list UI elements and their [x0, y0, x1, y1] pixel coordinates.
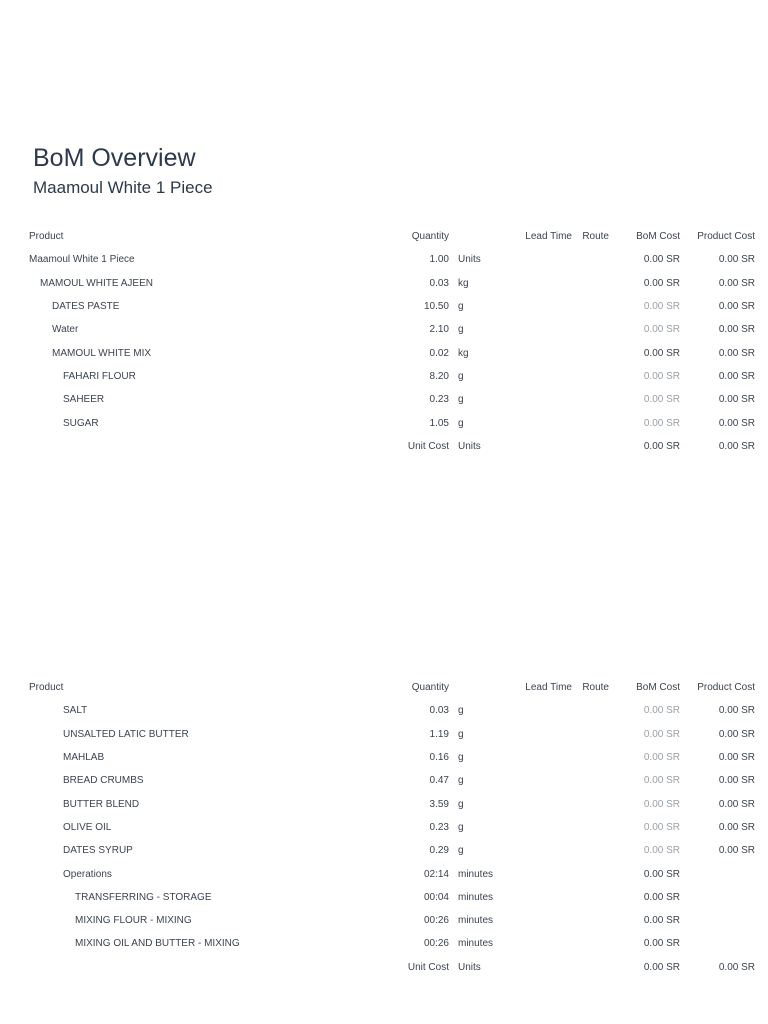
- table-row: [26, 792, 755, 815]
- product-cost-value: 0.00 SR: [718, 752, 755, 764]
- route-value: [572, 956, 609, 979]
- product-cost-value: 0.00 SR: [718, 798, 755, 810]
- quantity-value: 0.02: [429, 347, 449, 359]
- quantity-value: 0.16: [429, 752, 449, 764]
- lead-time-value: [508, 341, 572, 364]
- table-row: [26, 341, 755, 364]
- lead-time-value: [508, 699, 572, 722]
- bom-cost-value: 0.00 SR: [643, 277, 680, 289]
- product-cost-value: 0.00 SR: [718, 254, 755, 266]
- unit-of-measure: minutes: [458, 868, 494, 880]
- bom-cost-value: 0.00 SR: [643, 798, 680, 810]
- product-name: SALT: [63, 705, 88, 717]
- lead-time-value: [508, 956, 572, 979]
- table-row: [26, 932, 755, 955]
- route-value: [572, 839, 609, 862]
- table-row: [26, 365, 755, 388]
- product-cost-value: [680, 886, 755, 909]
- product-cost-value: 0.00 SR: [718, 775, 755, 787]
- route-value: [572, 388, 609, 411]
- route-value: [572, 295, 609, 318]
- product-name: BUTTER BLEND: [63, 798, 140, 810]
- column-header-bom-cost: BoM Cost: [636, 682, 680, 694]
- unit-of-measure: g: [458, 417, 464, 429]
- bom-cost-value: 0.00 SR: [643, 845, 680, 857]
- lead-time-value: [508, 816, 572, 839]
- route-value: [572, 769, 609, 792]
- route-value: [572, 365, 609, 388]
- page-title: BoM Overview: [33, 144, 196, 172]
- lead-time-value: [508, 388, 572, 411]
- unit-of-measure: g: [458, 798, 464, 810]
- bom-cost-value: 0.00 SR: [643, 394, 680, 406]
- product-name: Maamoul White 1 Piece: [29, 254, 135, 266]
- route-value: [572, 816, 609, 839]
- lead-time-value: [508, 886, 572, 909]
- route-value: [572, 792, 609, 815]
- lead-time-value: [508, 723, 572, 746]
- quantity-value: 3.59: [429, 798, 449, 810]
- bom-cost-total: 0.00 SR: [643, 961, 680, 973]
- lead-time-value: [508, 932, 572, 955]
- unit-of-measure: g: [458, 705, 464, 717]
- lead-time-value: [508, 248, 572, 271]
- product-cost-value: 0.00 SR: [718, 277, 755, 289]
- product-name: MAMOUL WHITE MIX: [52, 347, 152, 359]
- bom-cost-value: 0.00 SR: [643, 891, 680, 903]
- product-cost-value: 0.00 SR: [718, 301, 755, 313]
- quantity-value: 0.29: [429, 845, 449, 857]
- column-header-product-cost: Product Cost: [697, 231, 755, 243]
- lead-time-value: [508, 365, 572, 388]
- quantity-value: 00:26: [423, 938, 449, 950]
- unit-of-measure: g: [458, 845, 464, 857]
- route-value: [572, 746, 609, 769]
- route-value: [572, 862, 609, 885]
- quantity-value: 8.20: [429, 370, 449, 382]
- product-cost-value: [680, 932, 755, 955]
- product-name: DATES PASTE: [52, 301, 120, 313]
- bom-cost-value: 0.00 SR: [643, 728, 680, 740]
- quantity-value: 00:04: [423, 891, 449, 903]
- route-value: [572, 318, 609, 341]
- bom-cost-value: 0.00 SR: [643, 821, 680, 833]
- lead-time-value: [508, 435, 572, 458]
- unit-of-measure: g: [458, 728, 464, 740]
- table-row: [26, 862, 755, 885]
- unit-of-measure: kg: [458, 277, 469, 289]
- route-value: [572, 932, 609, 955]
- bom-cost-value: 0.00 SR: [643, 752, 680, 764]
- unit-cost-label: Unit Cost: [407, 961, 449, 973]
- quantity-value: 0.03: [429, 277, 449, 289]
- product-name: DATES SYRUP: [63, 845, 133, 857]
- bom-cost-total: 0.00 SR: [643, 440, 680, 452]
- bom-cost-value: 0.00 SR: [643, 868, 680, 880]
- page-subtitle: Maamoul White 1 Piece: [33, 178, 213, 197]
- unit-of-measure: g: [458, 370, 464, 382]
- table-header-row: [26, 676, 755, 699]
- unit-of-measure: g: [458, 324, 464, 336]
- route-value: [572, 435, 609, 458]
- unit-of-measure: minutes: [458, 938, 494, 950]
- route-value: [572, 699, 609, 722]
- table-row: [26, 318, 755, 341]
- bom-cost-value: 0.00 SR: [643, 324, 680, 336]
- route-value: [572, 411, 609, 434]
- route-value: [572, 909, 609, 932]
- unit-of-measure: minutes: [458, 915, 494, 927]
- table-row: [26, 723, 755, 746]
- bom-cost-value: 0.00 SR: [643, 370, 680, 382]
- unit-of-measure: Units: [458, 254, 481, 266]
- product-name: BREAD CRUMBS: [63, 775, 144, 787]
- column-header-route: Route: [582, 231, 609, 243]
- bom-cost-value: 0.00 SR: [643, 705, 680, 717]
- product-name: SUGAR: [63, 417, 99, 429]
- route-value: [572, 886, 609, 909]
- table-row: [26, 411, 755, 434]
- quantity-value: 10.50: [423, 301, 449, 313]
- product-cost-total: 0.00 SR: [718, 961, 755, 973]
- column-header-product: Product: [29, 682, 64, 694]
- product-name: MIXING FLOUR - MIXING: [75, 915, 192, 927]
- unit-of-measure: Units: [458, 440, 481, 452]
- product-name: FAHARI FLOUR: [63, 370, 136, 382]
- product-cost-value: 0.00 SR: [718, 417, 755, 429]
- table-row: [26, 699, 755, 722]
- table-row: [26, 746, 755, 769]
- product-cost-total: 0.00 SR: [718, 440, 755, 452]
- column-header-lead-time: Lead Time: [525, 231, 572, 243]
- product-cost-value: 0.00 SR: [718, 845, 755, 857]
- product-cost-value: 0.00 SR: [718, 705, 755, 717]
- lead-time-value: [508, 272, 572, 295]
- quantity-value: 0.23: [429, 821, 449, 833]
- product-cost-value: 0.00 SR: [718, 324, 755, 336]
- lead-time-value: [508, 318, 572, 341]
- product-name: MIXING OIL AND BUTTER - MIXING: [75, 938, 240, 950]
- column-header-uom: [449, 676, 508, 699]
- lead-time-value: [508, 839, 572, 862]
- lead-time-value: [508, 792, 572, 815]
- table-row: [26, 769, 755, 792]
- unit-of-measure: Units: [458, 961, 481, 973]
- bom-table: [26, 225, 755, 458]
- column-header-uom: [449, 225, 508, 248]
- quantity-value: 2.10: [429, 324, 449, 336]
- column-header-route: Route: [582, 682, 609, 694]
- bom-cost-value: 0.00 SR: [643, 417, 680, 429]
- unit-of-measure: minutes: [458, 891, 494, 903]
- product-cost-value: [680, 909, 755, 932]
- unit-of-measure: g: [458, 752, 464, 764]
- table-row: [26, 248, 755, 271]
- route-value: [572, 341, 609, 364]
- lead-time-value: [508, 295, 572, 318]
- product-name: MAHLAB: [63, 752, 105, 764]
- route-value: [572, 248, 609, 271]
- product-cost-value: [680, 862, 755, 885]
- bom-cost-value: 0.00 SR: [643, 301, 680, 313]
- table-row: [26, 816, 755, 839]
- bom-table-continued: [26, 676, 755, 979]
- quantity-value: 1.05: [429, 417, 449, 429]
- product-cost-value: 0.00 SR: [718, 728, 755, 740]
- column-header-lead-time: Lead Time: [525, 682, 572, 694]
- bom-table-body: [26, 699, 755, 979]
- table-row: [26, 295, 755, 318]
- product-name: SAHEER: [63, 394, 105, 406]
- lead-time-value: [508, 862, 572, 885]
- column-header-quantity: Quantity: [411, 682, 449, 694]
- table-row: [26, 839, 755, 862]
- unit-cost-row: [26, 956, 755, 979]
- column-header-product-cost: Product Cost: [697, 682, 755, 694]
- unit-of-measure: g: [458, 301, 464, 313]
- product-name: UNSALTED LATIC BUTTER: [63, 728, 189, 740]
- bom-cost-value: 0.00 SR: [643, 254, 680, 266]
- quantity-value: 00:26: [423, 915, 449, 927]
- route-value: [572, 723, 609, 746]
- column-header-quantity: Quantity: [411, 231, 449, 243]
- empty-cell: [26, 956, 397, 979]
- lead-time-value: [508, 411, 572, 434]
- route-value: [572, 272, 609, 295]
- quantity-value: 02:14: [423, 868, 449, 880]
- product-name: Operations: [63, 868, 112, 880]
- product-cost-value: 0.00 SR: [718, 370, 755, 382]
- table-header-row: [26, 225, 755, 248]
- empty-cell: [26, 435, 397, 458]
- table-row: [26, 272, 755, 295]
- product-name: Water: [52, 324, 79, 336]
- unit-cost-row: [26, 435, 755, 458]
- column-header-product: Product: [29, 231, 64, 243]
- bom-cost-value: 0.00 SR: [643, 915, 680, 927]
- product-name: TRANSFERRING - STORAGE: [75, 891, 212, 903]
- product-cost-value: 0.00 SR: [718, 394, 755, 406]
- bom-cost-value: 0.00 SR: [643, 347, 680, 359]
- quantity-value: 0.03: [429, 705, 449, 717]
- bom-table-body: [26, 248, 755, 458]
- quantity-value: 1.19: [429, 728, 449, 740]
- unit-of-measure: g: [458, 821, 464, 833]
- unit-cost-label: Unit Cost: [407, 440, 449, 452]
- table-row: [26, 909, 755, 932]
- lead-time-value: [508, 746, 572, 769]
- table-row: [26, 886, 755, 909]
- table-row: [26, 388, 755, 411]
- unit-of-measure: g: [458, 394, 464, 406]
- bom-cost-value: 0.00 SR: [643, 938, 680, 950]
- quantity-value: 0.47: [429, 775, 449, 787]
- quantity-value: 1.00: [429, 254, 449, 266]
- lead-time-value: [508, 769, 572, 792]
- bom-cost-value: 0.00 SR: [643, 775, 680, 787]
- unit-of-measure: g: [458, 775, 464, 787]
- product-name: OLIVE OIL: [63, 821, 112, 833]
- product-cost-value: 0.00 SR: [718, 347, 755, 359]
- unit-of-measure: kg: [458, 347, 469, 359]
- quantity-value: 0.23: [429, 394, 449, 406]
- lead-time-value: [508, 909, 572, 932]
- product-name: MAMOUL WHITE AJEEN: [40, 277, 153, 289]
- column-header-bom-cost: BoM Cost: [636, 231, 680, 243]
- product-cost-value: 0.00 SR: [718, 821, 755, 833]
